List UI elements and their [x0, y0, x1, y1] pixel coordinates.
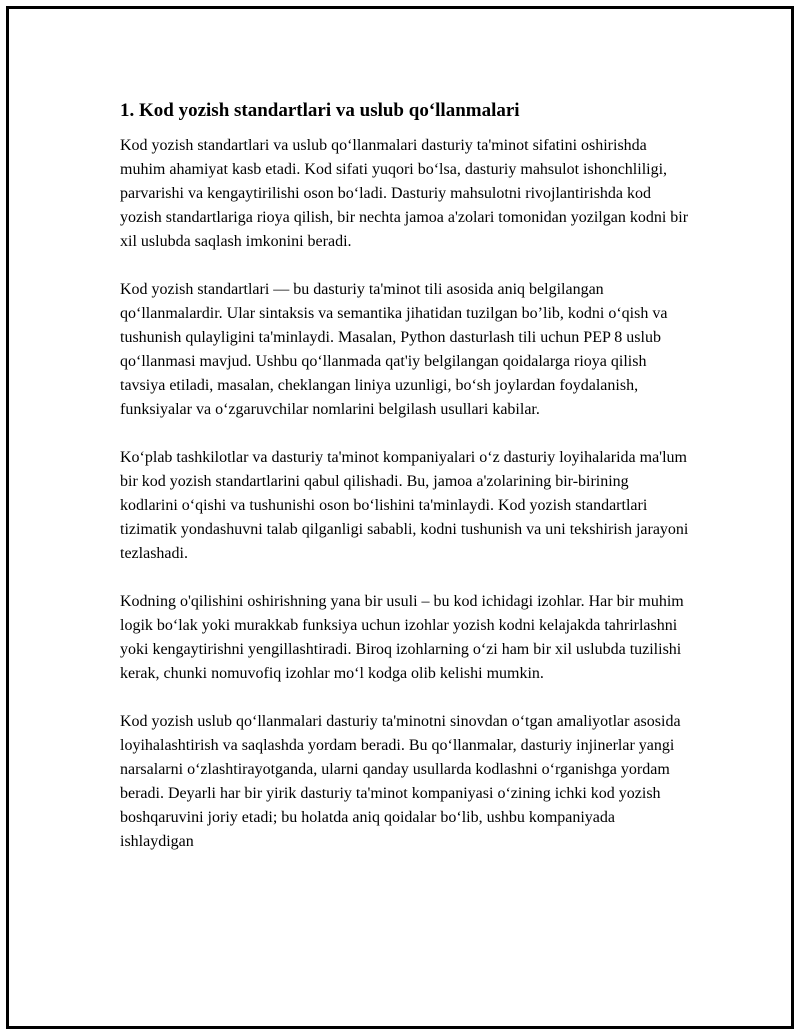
paragraph-3: Ko‘plab tashkilotlar va dasturiy ta'minot kompaniyalari o‘z dasturiy loyihalarida ma'lum bir kod yozish standartlarini qabul qilishadi. Bu, jamoa a'zolarining bir-birining kodlarini o‘qishi va tushunishi oson bo‘lishini ta'minlaydi. Kod yozish standartlari tizimatik yondashuvni talab qilganligi sababli, kodni tushunish va uni tekshirish jarayoni tezlashadi. — [120, 449, 689, 562]
section-title: 1. Kod yozish standartlari va uslub qo‘llanmalari — [120, 100, 520, 121]
paragraph-5: Kod yozish uslub qo‘llanmalari dasturiy ta'minotni sinovdan o‘tgan amaliyotlar asosida loyihalashtirish va saqlashda yordam beradi. Bu qo‘llanmalar, dasturiy injinerlar yangi narsalarni o‘zlashtirayotganda, ularni qanday usullarda kodlashni o‘rganishga yordam beradi. Deyarli har bir yirik dasturiy ta'minot kompaniyasi o‘zining ichki kod yozish boshqaruvini joriy etadi; bu holatda aniq qoidalar bo‘lib, ushbu kompaniyada ishlaydigan — [120, 713, 681, 850]
paragraph-4: Kodning o'qilishini oshirishning yana bir usuli – bu kod ichidagi izohlar. Har bir muhim logik bo‘lak yoki murakkab funksiya uchun izohlar yozish kodni kelajakda tahrirlashni yoki kengaytirishni yengillashtiradi. Biroq izohlarning o‘zi ham bir xil uslubda tuzilishi kerak, chunki nomuvofiq izohlar mo‘l kodga olib kelishi mumkin. — [120, 593, 684, 682]
page-frame — [6, 6, 794, 1029]
document-body — [120, 98, 690, 878]
paragraph-2: Kod yozish standartlari — bu dasturiy ta'minot tili asosida aniq belgilangan qo‘llanmalardir. Ular sintaksis va semantika jihatidan tuzilgan bo’lib, kodni o‘qish va tushunish qulayligini ta'minlaydi. Masalan, Python dasturlash tili uchun PEP 8 uslub qo‘llanmasi mavjud. Ushbu qo‘llanmada qat'iy belgilangan qoidalarga rioya qilish tavsiya etiladi, masalan, cheklangan liniya uzunligi, bo‘sh joylardan foydalanish, funksiyalar va o‘zgaruvchilar nomlarini belgilash usullari kabilar. — [120, 281, 668, 418]
paragraph-1: Kod yozish standartlari va uslub qo‘llanmalari dasturiy ta'minot sifatini oshirishda muhim ahamiyat kasb etadi. Kod sifati yuqori bo‘lsa, dasturiy mahsulot ishonchliligi, parvarishi va kengaytirilishi oson bo‘ladi. Dasturiy mahsulotni rivojlantirishda kod yozish standartlariga rioya qilish, bir nechta jamoa a'zolari tomonidan yozilgan kodni bir xil uslubda saqlash imkonini beradi. — [120, 137, 689, 250]
